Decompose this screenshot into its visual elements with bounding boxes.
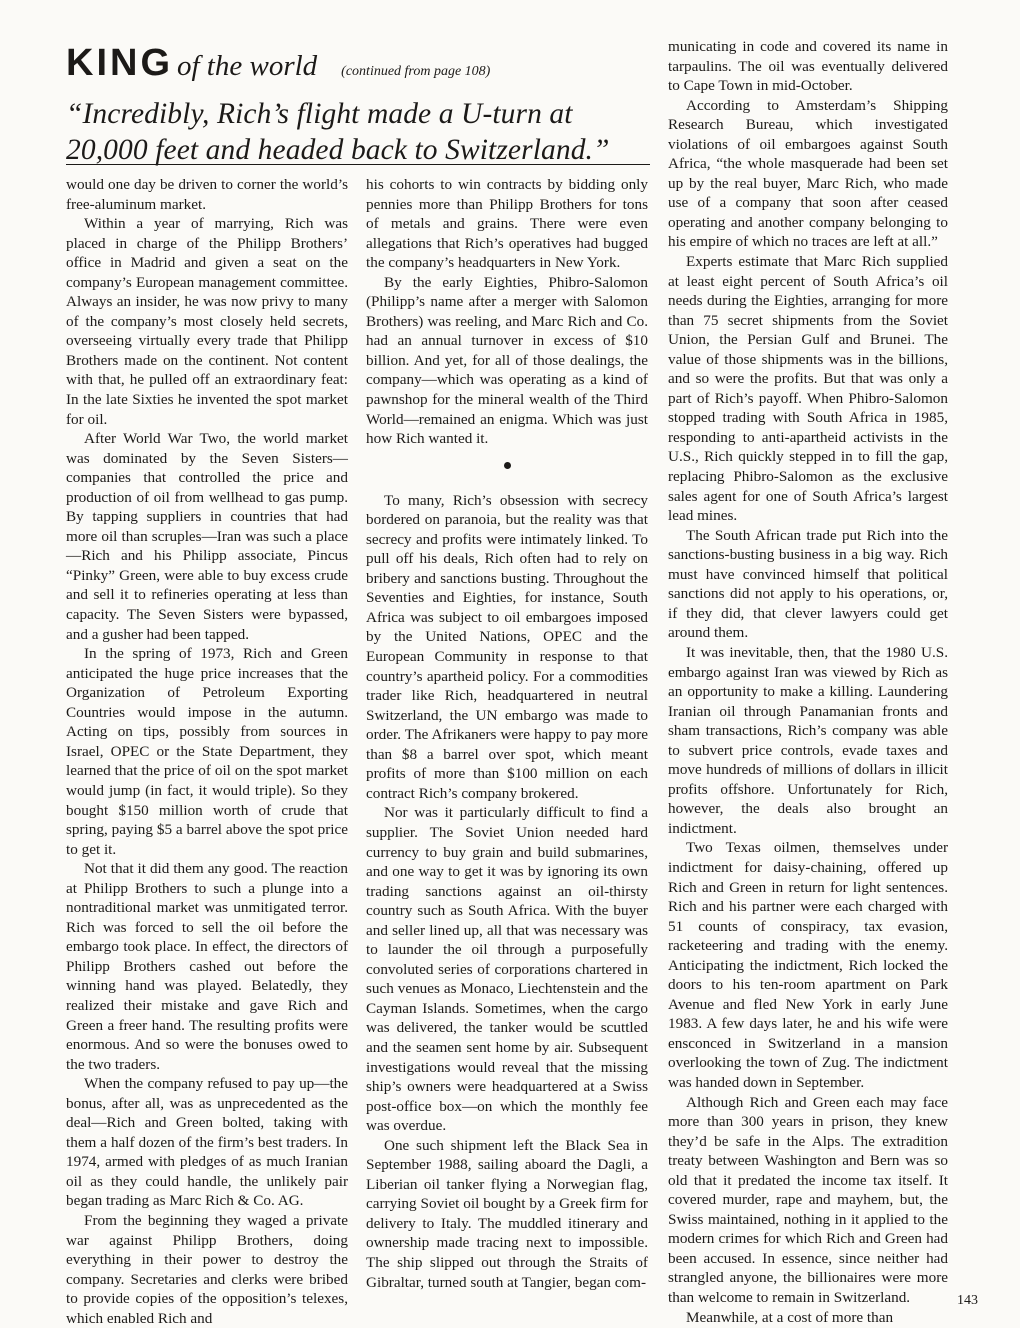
paragraph: By the early Eighties, Phibro-Salomon (Philipp’s name after a merger with Salomon Brothers) was reeling, and Marc Rich and Co. had an annual turnover in excess of $10 billion. And yet, for all of those dealings, the company—which was operating as a kind of pawnshop for the mineral wealth of the Third World—remained an enigma. Which was just how Rich wanted it. [366, 273, 648, 448]
paragraph: In the spring of 1973, Rich and Green anticipated the huge price increases that the Organization of Petroleum Exporting Countries would impose in the autumn. Acting on tips, possibly from sources in Israel, OPEC or the State Department, they learned that the price of oil on the spot market would jump (in fact, it would triple). So they bought $150 million worth of crude that spring, paying $5 a barrel above the spot price to get it. [66, 645, 348, 858]
article-header [66, 44, 650, 168]
paragraph: municating in code and covered its name in tarpaulins. The oil was eventually delivered to Cape Town in mid-October. [668, 38, 948, 95]
paragraph: One such shipment left the Black Sea in September 1988, sailing aboard the Dagli, a Liberian oil tanker flying a Norwegian flag, carrying Soviet oil bought by a Greek firm for delivery to Italy. The muddled itinerary and ownership made tracing next to impossible. The ship slipped out through the Straits of Gibraltar, turned south at Tangier, began com- [366, 1136, 648, 1291]
paragraph: From the beginning they waged a private war against Philipp Brothers, doing everything in their power to destroy the company. Secretaries and clerks were bribed to provide copies of the opposition’s telexes, which enabled Rich and [66, 1211, 348, 1327]
paragraph: It was inevitable, then, that the 1980 U.S. embargo against Iran was viewed by Rich as an opportunity to make a killing. Laundering Iranian oil through Panamanian fronts and sham transactions, Rich’s company was able to subvert price controls, evade taxes and move hundreds of millions of dollars in illicit profits offshore. Unfortunately for Rich, however, the deals also brought an indictment. [668, 643, 948, 837]
paragraph: To many, Rich’s obsession with secrecy bordered on paranoia, but the reality was that secrecy and profits were intimately linked. To pull off his deals, Rich often had to rely on bribery and sanctions busting. Throughout the Seventies and Eighties, for instance, South Africa was subject to oil embargoes imposed by the United Nations, OPEC and the European Community in response to that country’s apartheid policy. For a commodities trader like Rich, headquartered in neutral Switzerland, the UN embargo was made to order. The Afrikaners were happy to pay more than $8 a barrel over spot, which meant profits of more than $100 million on each contract Rich’s company brokered. [366, 491, 648, 802]
paragraph: Nor was it particularly difficult to find a supplier. The Soviet Union needed hard currency to buy grain and build submarines, and one way to get it was by ignoring its own trading sanctions against an oil-thirsty country such as South Africa. With the buyer and seller lined up, all that was necessary was to launder the oil through a purposefully convoluted series of corporations chartered in such venues as Monaco, Liechtenstein and the Cayman Islands. Sometimes, when the cargo was delivered, the tanker would be scuttled and the seamen sent home by air. Subsequent investigations would reveal that the missing ship’s owners were headquartered at a Swiss post-office box—on which the monthly fee was overdue. [366, 804, 648, 1135]
paragraph: Although Rich and Green each may face more than 300 years in prison, they knew they’d be safe in the Alps. The extradition treaty between Washington and Bern was so old that it predated the income tax itself. It covered murder, rape and mayhem, but, the Swiss maintained, nothing in it applied to the modern crimes for which Rich and Green had been accused. In essence, since neither had strangled anyone, the billionaires were more than welcome to remain in Switzerland. [668, 1093, 948, 1306]
paragraph: Meanwhile, at a cost of more than [686, 1308, 894, 1326]
text-column-1 [66, 175, 348, 1328]
paragraph: would one day be driven to corner the world’s free-aluminum market. [66, 176, 348, 213]
paragraph: Within a year of marrying, Rich was placed in charge of the Philipp Brothers’ office in Madrid and given a seat on the company’s European management committee. Always an insider, he was now privy to many of the company’s most closely held secrets, overseeing virtually every trade that Philipp Brothers made on the continent. Not content with that, he pulled off an extraordinary feat: In the late Sixties he invented the spot market for oil. [66, 215, 348, 428]
paragraph: When the company refused to pay up—the bonus, after all, was as unprecedented as the deal—Rich and Green bolted, taking with them a half dozen of the firm’s best traders. In 1974, armed with pledges of as much Iranian oil as they could handle, the unlikely pair began trading as Marc Rich & Co. AG. [66, 1075, 348, 1210]
text-column-3 [668, 37, 948, 1327]
section-break-bullet [504, 462, 511, 469]
paragraph: The South African trade put Rich into the sanctions-busting business in a big way. Rich must have convinced himself that political sanctions did not apply to his operations, or, if they did, that clever lawyers could get around them. [668, 526, 948, 642]
paragraph: Two Texas oilmen, themselves under indictment for daisy-chaining, offered up Rich and Green in return for light sentences. Rich and his partner were each charged with 51 counts of conspiracy, tax evasion, racketeering and trading with the enemy. Anticipating the indictment, Rich locked the doors to his ten-room apartment on Park Avenue and fled New York in early June 1983. A few days later, he and his wife were ensconced in Switzerland in a mansion overlooking the town of Zug. The indictment was handed down in September. [668, 839, 948, 1091]
paragraph: After World War Two, the world market was dominated by the Seven Sisters—companies that controlled the price and production of oil from wellhead to gas pump. By tapping suppliers in countries that had more oil than scruples—Iran was such a place—Rich and his Philipp associate, Pincus “Pinky” Green, were able to buy excess crude and sell it to refineries operating at less than capacity. The Seven Sisters were bypassed, and a gusher had been tapped. [66, 430, 348, 643]
paragraph: his cohorts to win contracts by bidding only pennies more than Philipp Brothers for tons of metals and grains. There were even allegations that Rich’s operatives had bugged the company’s headquarters in New York. [366, 176, 648, 272]
paragraph: Experts estimate that Marc Rich supplied at least eight percent of South Africa’s oil needs during the Eighties, arranging for more than 75 secret shipments from the Soviet Union, the Persian Gulf and Brunei. The value of those shipments was in the billions, and so were the profits. But that was only a part of Rich’s payoff. When Phibro-Salomon stopped trading with South Africa in 1985, responding to anti-apartheid activists in the U.S., Rich quickly stepped in to fill the gap, replacing Phibro-Salomon as the exclusive sales agent for one of South Africa’s largest lead mines. [668, 253, 948, 525]
page-number: 143 [957, 1293, 978, 1308]
paragraph: Not that it did them any good. The reaction at Philipp Brothers to such a plunge into a nontraditional market was unmitigated terror. Rich was forced to sell the oil before the embargo took place. In effect, the directors of Philipp Brothers cashed out before the winning hand was played. Belatedly, they realized their mistake and gave Rich and Green a freer hand. The resulting profits were enormous. And so were the bonuses owed to the two traders. [66, 860, 348, 1073]
section-title [66, 44, 650, 82]
continued-note: (continued from page 108) [341, 64, 491, 79]
section-title-king: KING [66, 42, 173, 84]
text-column-2 [366, 175, 648, 1292]
section-title-script: of the world [177, 50, 318, 82]
pull-quote: “Incredibly, Rich’s flight made a U-turn at 20,000 feet and headed back to Switzerland.” [66, 98, 610, 166]
paragraph: According to Amsterdam’s Shipping Research Bureau, which investigated violations of oil embargoes against South Africa, “the whole masquerade had been set up by the real buyer, Marc Rich, who made use of a company that soon after ceased operating and another company belonging to his empire of which no traces are left at all.” [668, 96, 948, 251]
header-rule [66, 164, 650, 165]
